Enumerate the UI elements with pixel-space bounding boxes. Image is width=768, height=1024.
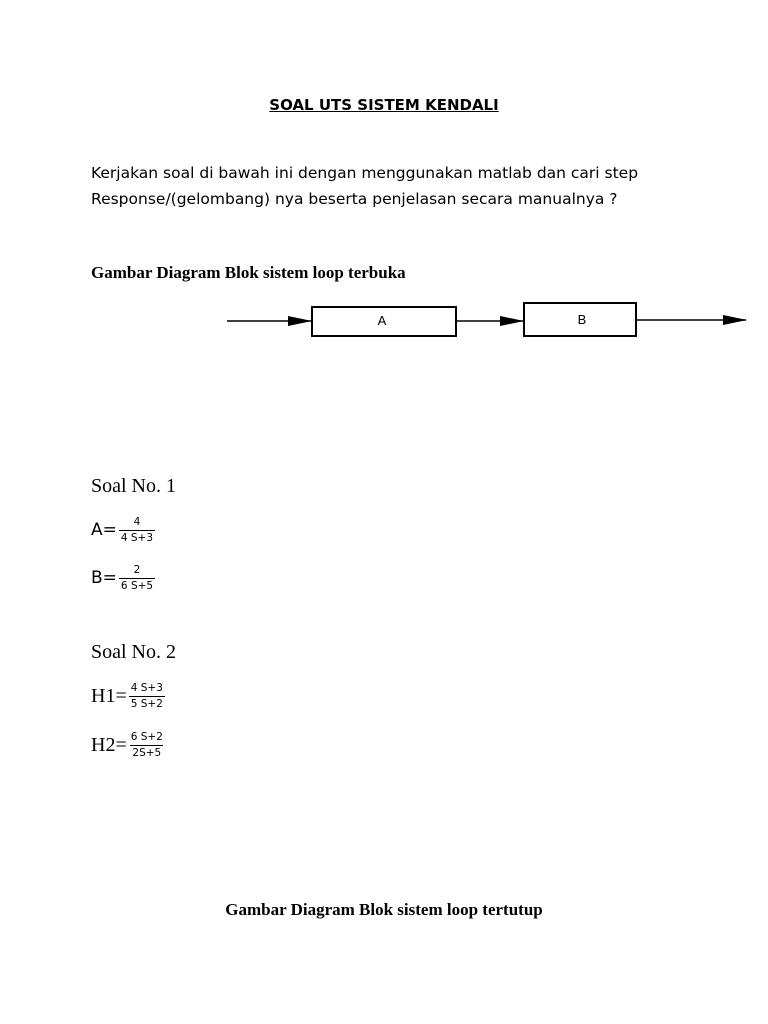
equation-h1-lhs: H1= xyxy=(91,684,127,707)
instruction-line-2: Response/(gelombang) nya beserta penjelasan secara manualnya ? xyxy=(91,190,618,208)
soal-2-heading: Soal No. 2 xyxy=(91,641,176,663)
equation-a-fraction xyxy=(119,516,155,545)
equation-h2 xyxy=(91,725,165,765)
equation-h1-fraction xyxy=(129,682,165,711)
equation-h2-fraction xyxy=(129,731,165,760)
equation-a-denominator: 4 S+3 xyxy=(120,531,154,544)
document-title: SOAL UTS SISTEM KENDALI xyxy=(269,96,499,114)
instruction-line-1: Kerjakan soal di bawah ini dengan menggunakan matlab dan cari step xyxy=(91,164,639,182)
equation-b-lhs: B= xyxy=(91,568,117,588)
equation-b-numerator: 2 xyxy=(133,563,141,576)
soal-1-heading: Soal No. 1 xyxy=(91,475,176,497)
equation-h2-numerator: 6 S+2 xyxy=(130,730,163,743)
equation-a-numerator: 4 xyxy=(133,515,141,528)
equation-b-fraction xyxy=(119,564,155,593)
equation-a-lhs: A= xyxy=(91,520,117,540)
equation-b xyxy=(91,558,155,598)
equation-a xyxy=(91,510,155,550)
block-a-label: A xyxy=(377,313,387,328)
equation-b-denominator: 6 S+5 xyxy=(120,579,154,592)
equation-h1-numerator: 4 S+3 xyxy=(130,681,163,694)
equation-h1-denominator: 5 S+2 xyxy=(130,697,163,710)
equation-h2-lhs: H2= xyxy=(91,733,127,756)
open-loop-block-diagram xyxy=(0,290,768,360)
closed-loop-heading: Gambar Diagram Blok sistem loop tertutup xyxy=(225,900,543,919)
open-loop-heading: Gambar Diagram Blok sistem loop terbuka xyxy=(91,263,406,282)
equation-h1 xyxy=(91,676,165,716)
equation-h2-denominator: 2S+5 xyxy=(132,746,162,759)
block-b-label: B xyxy=(577,312,587,327)
